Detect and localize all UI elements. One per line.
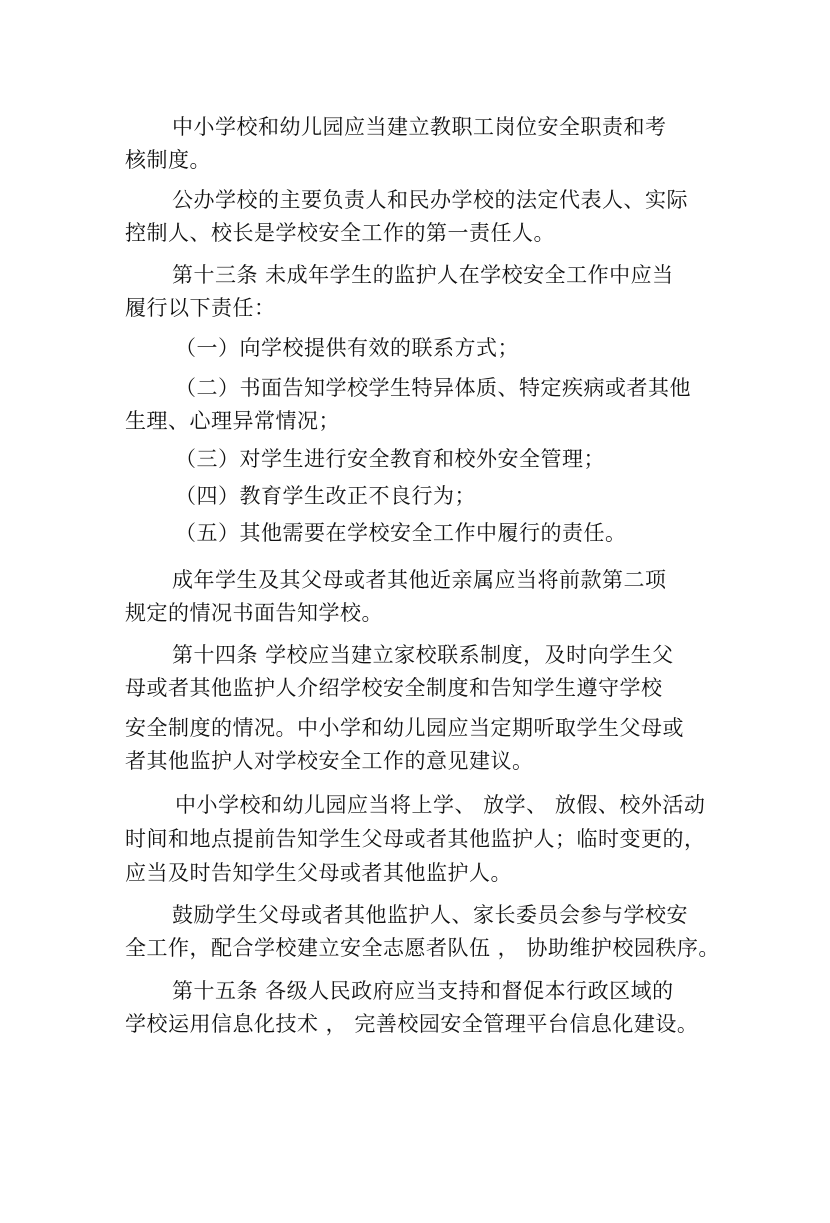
text-line: 成年学生及其父母或者其他近亲属应当将前款第二项	[172, 568, 667, 592]
text-line: 中小学校和幼儿园应当建立教职工岗位安全职责和考	[172, 115, 667, 139]
text-line: 安全制度的情况。中小学和幼儿园应当定期听取学生父母或	[125, 716, 684, 740]
text-line: 履行以下责任：	[125, 296, 276, 320]
text-line: （四）教育学生改正不良行为；	[175, 484, 476, 508]
text-line: 母或者其他监护人介绍学校安全制度和告知学生遵守学校	[125, 676, 663, 700]
text-line: 第十三条 未成年学生的监护人在学校安全工作中应当	[172, 263, 674, 287]
text-line: 应当及时告知学生父母或者其他监护人。	[125, 861, 512, 885]
text-line: 中小学校和幼儿园应当将上学、 放学、 放假、校外活动	[175, 793, 706, 817]
text-line: 学校运用信息化技术 ， 完善校园安全管理平台信息化建设。	[125, 1012, 699, 1036]
text-line: （五）其他需要在学校安全工作中履行的责任。	[175, 521, 627, 545]
text-line: 生理、心理异常情况；	[125, 409, 340, 433]
text-line: 第十五条 各级人民政府应当支持和督促本行政区域的	[172, 979, 674, 1003]
watermark	[377, 1037, 584, 1223]
text-line: 公办学校的主要负责人和民办学校的法定代表人、实际	[172, 188, 688, 212]
text-line: 时间和地点提前告知学生父母或者其他监护人；临时变更的，	[125, 827, 706, 851]
text-line: 者其他监护人对学校安全工作的意见建议。	[125, 749, 534, 773]
text-line: （一）向学校提供有效的联系方式；	[175, 336, 519, 360]
text-line: 全工作，配合学校建立安全志愿者队伍 ， 协助维护校园秩序。	[125, 936, 720, 960]
text-line: 核制度。	[125, 148, 211, 172]
text-line: 控制人、校长是学校安全工作的第一责任人。	[125, 221, 555, 245]
text-line: （二）书面告知学校学生特异体质、特定疾病或者其他	[175, 376, 691, 400]
text-line: 鼓励学生父母或者其他监护人、家长委员会参与学校安	[172, 903, 688, 927]
text-line: 规定的情况书面告知学校。	[125, 601, 383, 625]
text-line: （三）对学生进行安全教育和校外安全管理；	[175, 447, 605, 471]
text-line: 第十四条 学校应当建立家校联系制度，及时向学生父	[172, 643, 674, 667]
